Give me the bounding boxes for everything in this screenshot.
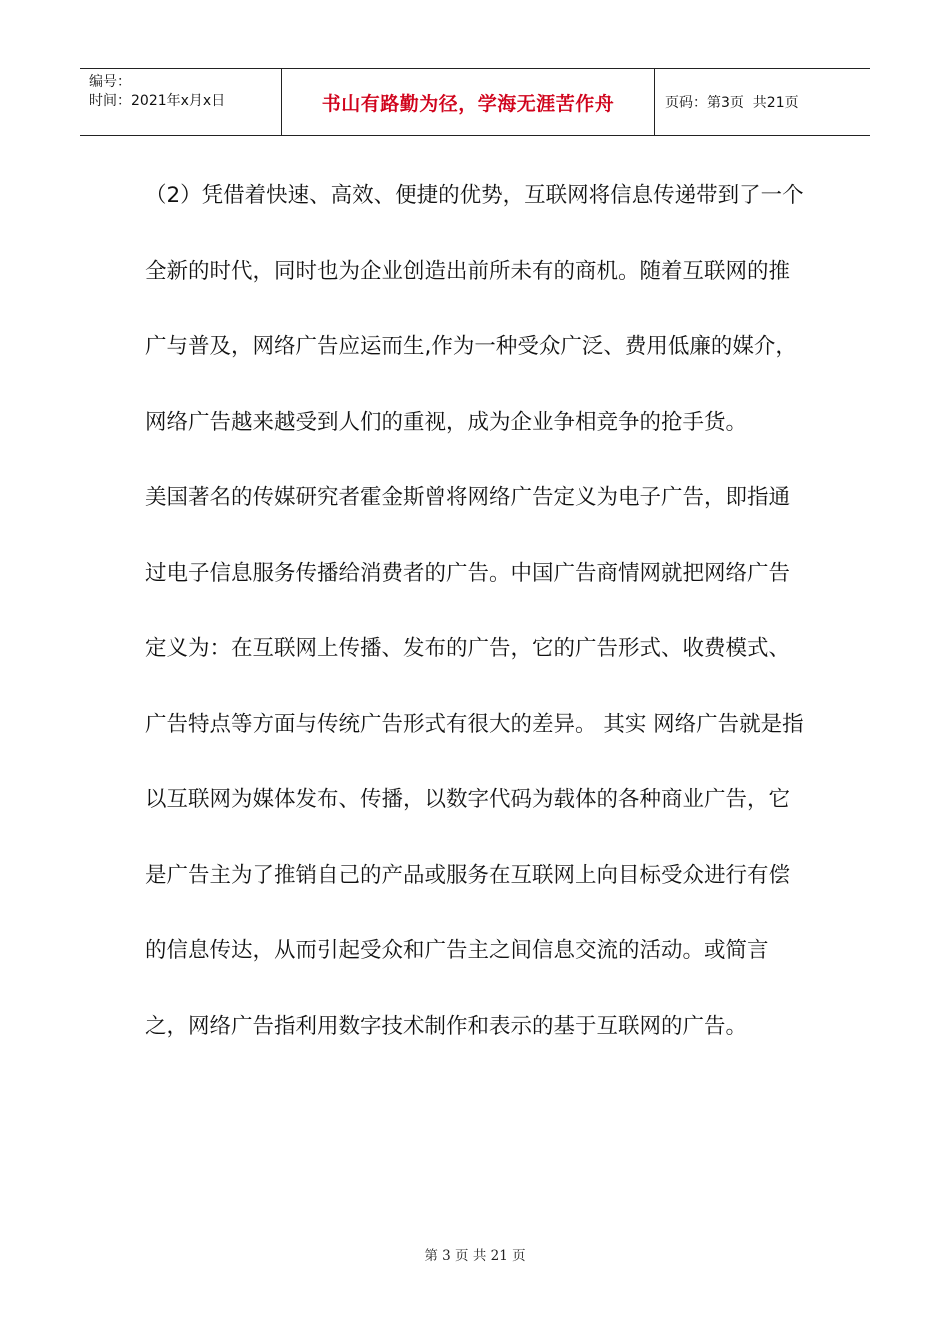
document-body xyxy=(145,158,810,1064)
page-number-cell xyxy=(655,69,870,135)
number-label: 编号： xyxy=(89,74,131,90)
motto-cell xyxy=(282,69,655,135)
date-label: 时间：2021年x月x日 xyxy=(89,93,226,109)
page-footer: 第 3 页 共 21 页 xyxy=(424,1248,526,1264)
paragraph-2: 美国著名的传媒研究者霍金斯曾将网络广告定义为电子广告，即指通过电子信息服务传播给消费者的广告。中国广告商情网就把网络广告定义为：在互联网上传播、发布的广告，它的广告形式、收费模式、广告特点等方面与传统广告形式有很大的差异。 其实 网络广告就是指以互联网为媒体发布、传播，以数字代码为载体的各种商业广告，它是广告主为了推销自己的产品或服务在互联网上向目标受众进行有偿的信息传达，从而引起受众和广告主之间信息交流的活动。或简言之，网络广告指利用数字技术制作和表示的基于互联网的广告。 xyxy=(145,485,804,1039)
header-meta-cell xyxy=(80,69,282,135)
header-motto: 书山有路勤为径，学海无涯苦作舟 xyxy=(321,92,615,115)
header-page-label: 页码：第3页 共21页 xyxy=(665,95,799,111)
document-header xyxy=(80,68,870,136)
paragraph-1: （2）凭借着快速、高效、便捷的优势，互联网将信息传递带到了一个全新的时代，同时也为企业创造出前所未有的商机。随着互联网的推广与普及，网络广告应运而生,作为一种受众广泛、费用低廉的媒介，网络广告越来越受到人们的重视，成为企业争相竞争的抢手货。 xyxy=(145,183,804,435)
